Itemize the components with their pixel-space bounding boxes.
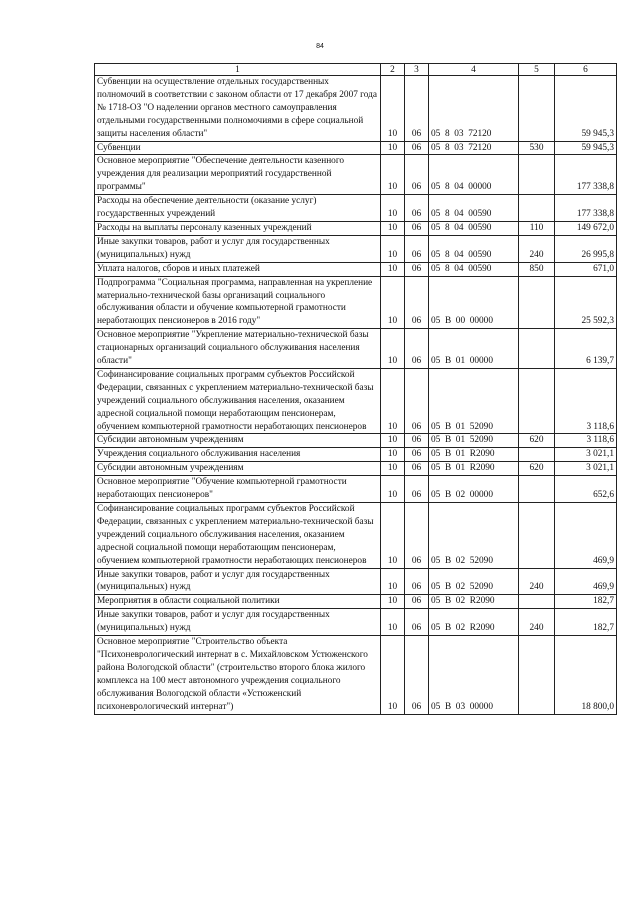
col-header-1: 1 xyxy=(95,64,381,76)
row-section: 10 xyxy=(381,276,405,329)
table-row xyxy=(95,155,617,195)
page-number: 84 xyxy=(316,43,324,50)
row-section: 10 xyxy=(381,462,405,476)
row-subsection: 06 xyxy=(405,568,429,595)
row-section: 10 xyxy=(381,221,405,235)
row-subsection: 06 xyxy=(405,141,429,155)
header-row xyxy=(95,64,617,76)
row-expense-type xyxy=(519,76,555,142)
row-expense-type: 240 xyxy=(519,235,555,262)
row-amount: 26 995,8 xyxy=(555,235,617,262)
row-section: 10 xyxy=(381,368,405,434)
row-amount: 3 021,1 xyxy=(555,462,617,476)
row-amount: 469,9 xyxy=(555,503,617,569)
row-subsection: 06 xyxy=(405,221,429,235)
table-row xyxy=(95,235,617,262)
row-expense-type xyxy=(519,595,555,609)
row-section: 10 xyxy=(381,568,405,595)
col-header-3: 3 xyxy=(405,64,429,76)
row-target-code: 05 В 02 52090 xyxy=(429,503,519,569)
row-name: Субвенции на осуществление отдельных государственных полномочий в соответствии с законом области от 17 декабря 2007 года № 1718-ОЗ "О наделении органов местного самоуправления отдельными государственными полномочиями в сфере социальной защиты населения области" xyxy=(95,76,381,142)
row-subsection: 06 xyxy=(405,503,429,569)
table-row xyxy=(95,476,617,503)
row-target-code: 05 8 04 00000 xyxy=(429,155,519,195)
row-expense-type: 530 xyxy=(519,141,555,155)
row-target-code: 05 8 03 72120 xyxy=(429,76,519,142)
row-expense-type xyxy=(519,195,555,222)
row-target-code: 05 В 00 00000 xyxy=(429,276,519,329)
row-subsection: 06 xyxy=(405,262,429,276)
row-section: 10 xyxy=(381,141,405,155)
row-subsection: 06 xyxy=(405,476,429,503)
row-amount: 6 139,7 xyxy=(555,329,617,369)
row-section: 10 xyxy=(381,329,405,369)
row-expense-type: 110 xyxy=(519,221,555,235)
table-row xyxy=(95,141,617,155)
row-name: Основное мероприятие "Строительство объекта "Психоневрологический интернат в с. Михайловском Устюженского района Вологодской области" (строительство второго блока жилого комплекса на 100 мест автономного учреждения социального обслуживания Вологодской области «Устюженский психоневрологический интернат") xyxy=(95,636,381,714)
row-target-code: 05 8 03 72120 xyxy=(429,141,519,155)
row-section: 10 xyxy=(381,195,405,222)
table-row xyxy=(95,503,617,569)
row-subsection: 06 xyxy=(405,76,429,142)
table-row xyxy=(95,448,617,462)
table-row xyxy=(95,568,617,595)
row-subsection: 06 xyxy=(405,462,429,476)
row-name: Иные закупки товаров, работ и услуг для государственных (муниципальных) нужд xyxy=(95,568,381,595)
row-target-code: 05 8 04 00590 xyxy=(429,235,519,262)
row-amount: 59 945,3 xyxy=(555,141,617,155)
row-expense-type xyxy=(519,503,555,569)
row-name: Субсидии автономным учреждениям xyxy=(95,434,381,448)
row-section: 10 xyxy=(381,595,405,609)
row-target-code: 05 В 01 R2090 xyxy=(429,462,519,476)
row-target-code: 05 В 01 52090 xyxy=(429,368,519,434)
row-subsection: 06 xyxy=(405,595,429,609)
row-section: 10 xyxy=(381,155,405,195)
row-subsection: 06 xyxy=(405,329,429,369)
row-name: Подпрограмма "Социальная программа, направленная на укрепление материально-технической базы организаций социального обслуживания области и обучение компьютерной грамотности неработающих пенсионеров в 2016 году" xyxy=(95,276,381,329)
row-name: Расходы на обеспечение деятельности (оказание услуг) государственных учреждений xyxy=(95,195,381,222)
row-section: 10 xyxy=(381,476,405,503)
table-row xyxy=(95,609,617,636)
row-expense-type xyxy=(519,276,555,329)
row-expense-type xyxy=(519,368,555,434)
row-amount: 182,7 xyxy=(555,595,617,609)
row-amount: 469,9 xyxy=(555,568,617,595)
row-name: Софинансирование социальных программ субъектов Российской Федерации, связанных с укреплением материально-технической базы учреждений социального обслуживания населения, оказанием адресной социальной помощи неработающим пенсионерам, обучением компьютерной грамотности неработающих пенсионеров xyxy=(95,368,381,434)
row-section: 10 xyxy=(381,235,405,262)
row-name: Основное мероприятие "Укрепление материально-технической базы стационарных организаций социального обслуживания населения области" xyxy=(95,329,381,369)
row-name: Основное мероприятие "Обеспечение деятельности казенного учреждения для реализации мероприятий государственной программы" xyxy=(95,155,381,195)
table-row xyxy=(95,595,617,609)
row-target-code: 05 В 02 52090 xyxy=(429,568,519,595)
row-subsection: 06 xyxy=(405,448,429,462)
col-header-2: 2 xyxy=(381,64,405,76)
row-target-code: 05 В 02 R2090 xyxy=(429,609,519,636)
row-amount: 177 338,8 xyxy=(555,195,617,222)
row-name: Расходы на выплаты персоналу казенных учреждений xyxy=(95,221,381,235)
row-name: Иные закупки товаров, работ и услуг для государственных (муниципальных) нужд xyxy=(95,609,381,636)
table-row xyxy=(95,76,617,142)
row-expense-type xyxy=(519,329,555,369)
row-subsection: 06 xyxy=(405,155,429,195)
row-target-code: 05 В 02 R2090 xyxy=(429,595,519,609)
row-expense-type: 240 xyxy=(519,609,555,636)
row-name: Основное мероприятие "Обучение компьютерной грамотности неработающих пенсионеров" xyxy=(95,476,381,503)
table-row xyxy=(95,262,617,276)
row-amount: 149 672,0 xyxy=(555,221,617,235)
row-amount: 3 118,6 xyxy=(555,368,617,434)
row-expense-type: 850 xyxy=(519,262,555,276)
row-section: 10 xyxy=(381,76,405,142)
table-row xyxy=(95,434,617,448)
table-row xyxy=(95,195,617,222)
row-target-code: 05 8 04 00590 xyxy=(429,262,519,276)
table-row xyxy=(95,329,617,369)
col-header-4: 4 xyxy=(429,64,519,76)
row-target-code: 05 В 01 00000 xyxy=(429,329,519,369)
row-name: Учреждения социального обслуживания населения xyxy=(95,448,381,462)
row-target-code: 05 8 04 00590 xyxy=(429,195,519,222)
row-section: 10 xyxy=(381,262,405,276)
row-target-code: 05 В 01 52090 xyxy=(429,434,519,448)
row-section: 10 xyxy=(381,448,405,462)
row-name: Субвенции xyxy=(95,141,381,155)
row-name: Софинансирование социальных программ субъектов Российской Федерации, связанных с укреплением материально-технической базы учреждений социального обслуживания населения, оказанием адресной социальной помощи неработающим пенсионерам, обучением компьютерной грамотности неработающих пенсионеров xyxy=(95,503,381,569)
row-subsection: 06 xyxy=(405,636,429,714)
col-header-5: 5 xyxy=(519,64,555,76)
row-amount: 182,7 xyxy=(555,609,617,636)
row-subsection: 06 xyxy=(405,434,429,448)
row-name: Уплата налогов, сборов и иных платежей xyxy=(95,262,381,276)
row-subsection: 06 xyxy=(405,235,429,262)
table-row xyxy=(95,368,617,434)
row-name: Субсидии автономным учреждениям xyxy=(95,462,381,476)
row-amount: 3 118,6 xyxy=(555,434,617,448)
row-expense-type xyxy=(519,476,555,503)
row-amount: 18 800,0 xyxy=(555,636,617,714)
row-target-code: 05 В 01 R2090 xyxy=(429,448,519,462)
row-target-code: 05 В 02 00000 xyxy=(429,476,519,503)
row-expense-type xyxy=(519,636,555,714)
row-target-code: 05 В 03 00000 xyxy=(429,636,519,714)
row-expense-type: 240 xyxy=(519,568,555,595)
row-subsection: 06 xyxy=(405,609,429,636)
row-section: 10 xyxy=(381,636,405,714)
row-expense-type: 620 xyxy=(519,462,555,476)
row-expense-type: 620 xyxy=(519,434,555,448)
row-expense-type xyxy=(519,155,555,195)
row-amount: 59 945,3 xyxy=(555,76,617,142)
row-amount: 177 338,8 xyxy=(555,155,617,195)
row-amount: 671,0 xyxy=(555,262,617,276)
row-target-code: 05 8 04 00590 xyxy=(429,221,519,235)
row-section: 10 xyxy=(381,503,405,569)
row-section: 10 xyxy=(381,609,405,636)
row-name: Иные закупки товаров, работ и услуг для государственных (муниципальных) нужд xyxy=(95,235,381,262)
col-header-6: 6 xyxy=(555,64,617,76)
row-subsection: 06 xyxy=(405,276,429,329)
table-row xyxy=(95,636,617,714)
table-row xyxy=(95,221,617,235)
table-row xyxy=(95,462,617,476)
row-subsection: 06 xyxy=(405,368,429,434)
table-row xyxy=(95,276,617,329)
row-amount: 652,6 xyxy=(555,476,617,503)
row-expense-type xyxy=(519,448,555,462)
row-subsection: 06 xyxy=(405,195,429,222)
row-amount: 25 592,3 xyxy=(555,276,617,329)
budget-table xyxy=(94,63,617,715)
row-section: 10 xyxy=(381,434,405,448)
row-name: Мероприятия в области социальной политики xyxy=(95,595,381,609)
row-amount: 3 021,1 xyxy=(555,448,617,462)
